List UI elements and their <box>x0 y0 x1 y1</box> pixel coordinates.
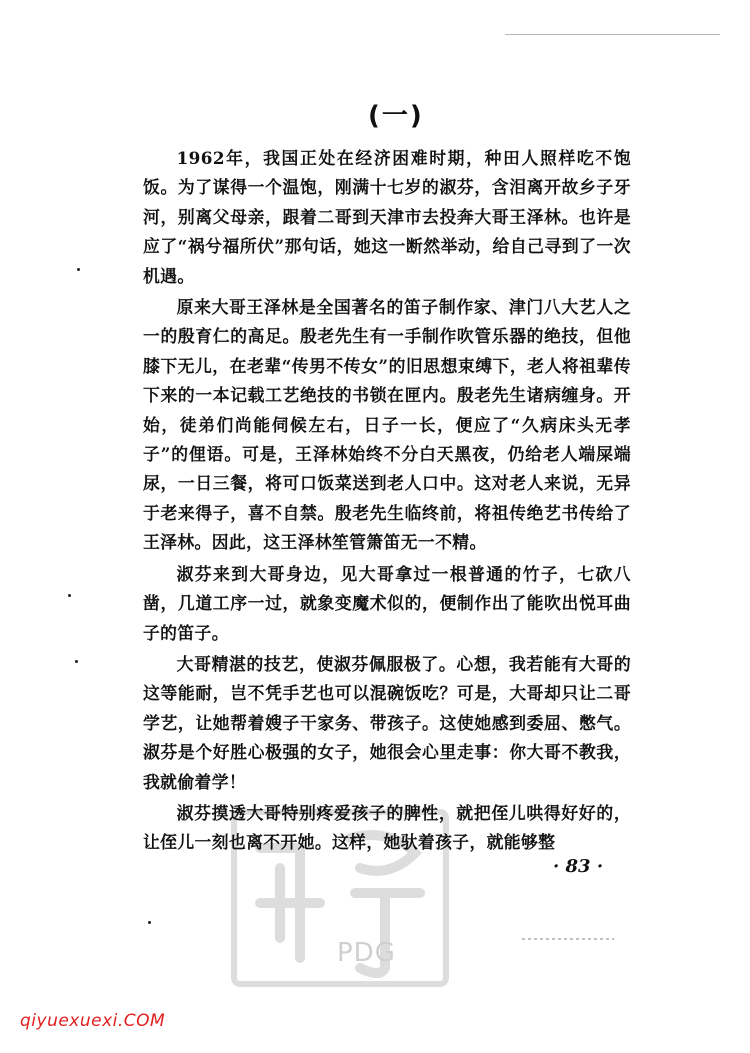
chapter-heading: (一) <box>368 101 424 131</box>
scan-noise-line <box>522 938 614 940</box>
scan-speck <box>68 594 71 597</box>
pdg-mark: PDG <box>337 938 396 968</box>
body-text <box>143 144 631 858</box>
paragraph-2: 原来大哥王泽林是全国著名的笛子制作家、津门八大艺人之一的殷育仁的高足。殷老先生有一手制作吹管乐器的绝技，但他膝下无儿，在老辈“传男不传女”的旧思想束缚下，老人将祖辈传下来的一本记载工艺绝技的书锁在匣内。殷老先生诸病缠身。开始，徒弟们尚能伺候左右，日子一长，便应了“久病床头无孝子”的俚语。可是，王泽林始终不分白天黑夜，仍给老人端屎端尿，一日三餐，将可口饭菜送到老人口中。这对老人来说，无异于老来得子，喜不自禁。殷老先生临终前，将祖传绝艺书传给了王泽林。因此，这王泽林笙管箫笛无一不精。 <box>143 297 631 553</box>
paragraph-4: 大哥精湛的技艺，使淑芬佩服极了。心想，我若能有大哥的这等能耐，岂不凭手艺也可以混碗饭吃？可是，大哥却只让二哥学艺，让她帮着嫂子干家务、带孩子。这使她感到委屈、憋气。淑芬是个好胜心极强的女子，她很会心里走事：你大哥不教我，我就偷着学！ <box>143 653 631 792</box>
site-watermark: qiyuexuexi.COM <box>20 1011 166 1031</box>
scan-speck <box>148 921 151 924</box>
top-edge-rule <box>505 34 720 35</box>
scan-speck <box>77 268 80 271</box>
paragraph-3: 淑芬来到大哥身边，见大哥拿过一根普通的竹子，七砍八凿，几道工序一过，就象变魔术似的，便制作出了能吹出悦耳曲子的笛子。 <box>143 563 631 643</box>
page-number: · 83 · <box>553 856 604 877</box>
paragraph-5: 淑芬摸透大哥特别疼爱孩子的脾性，就把侄儿哄得好好的，让侄儿一刻也离不开她。这样，她驮着孩子，就能够整 <box>143 802 631 853</box>
scan-speck <box>75 660 78 663</box>
paragraph-1: 1962年，我国正处在经济困难时期，种田人照样吃不饱饭。为了谋得一个温饱，刚满十七岁的淑芬，含泪离开故乡子牙河，别离父母亲，跟着二哥到天津市去投奔大哥王泽林。也许是应了“祸兮福所伏”那句话，她这一断然举动，给自己寻到了一次机遇。 <box>143 148 631 286</box>
